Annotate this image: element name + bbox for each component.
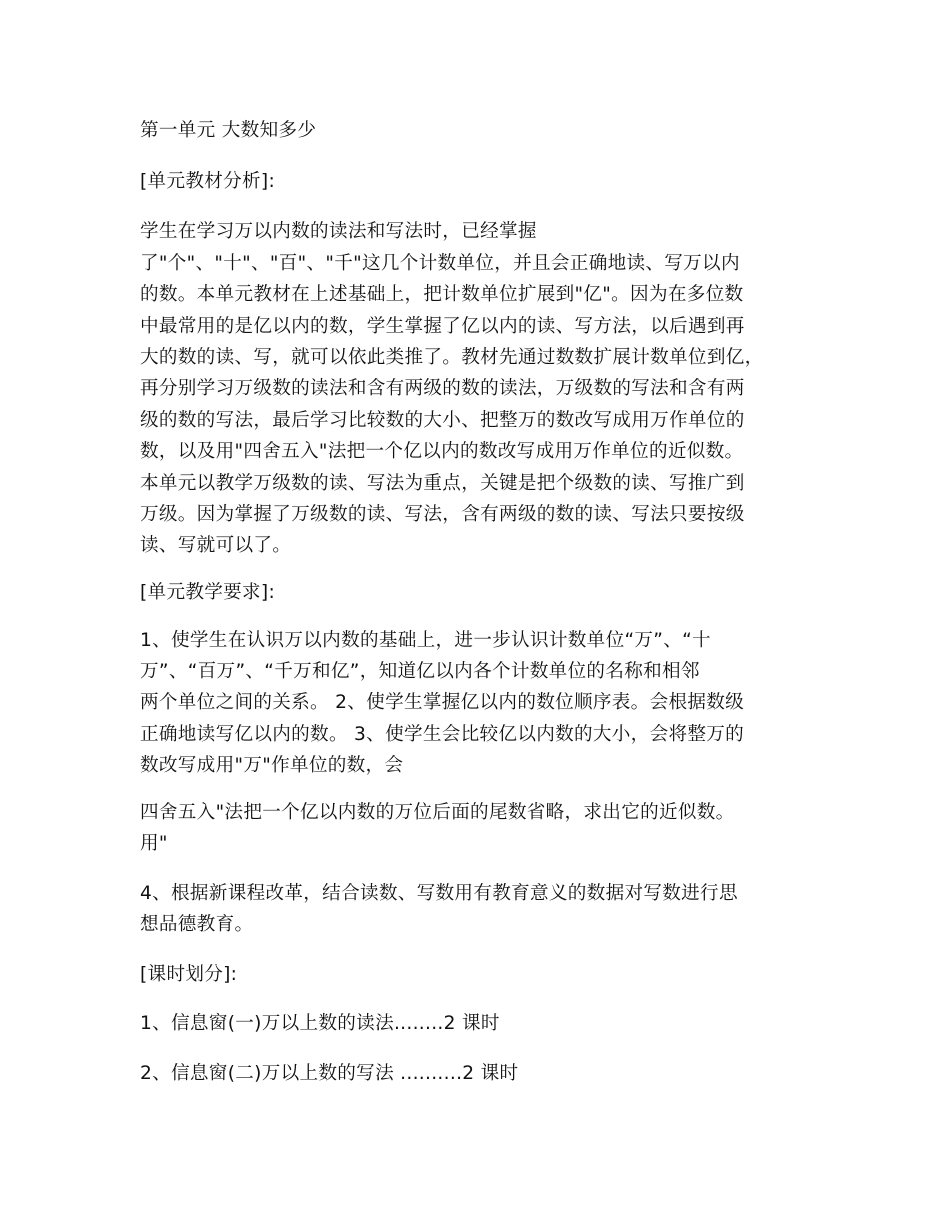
analysis-line: 了"个"、"十"、"百"、"千"这几个计数单位，并且会正确地读、写万以内 bbox=[140, 253, 740, 274]
analysis-line: 万级。因为掌握了万级数的读、写法，含有两级的数的读、写法只要按级 bbox=[140, 504, 745, 525]
requirements-heading: [单元教学要求]: bbox=[140, 582, 276, 603]
analysis-line: 级的数的写法，最后学习比较数的大小、把整万的数改写成用万作单位的 bbox=[140, 410, 745, 431]
analysis-line: 再分别学习万级数的读法和含有两级的数的读法，万级数的写法和含有两 bbox=[140, 378, 745, 399]
analysis-line: 中最常用的是亿以内的数，学生掌握了亿以内的读、写方法，以后遇到再 bbox=[140, 316, 745, 337]
requirements-line: 用" bbox=[140, 833, 168, 854]
analysis-heading: [单元教材分析]: bbox=[140, 171, 276, 192]
requirements-line: 万”、“百万”、“千万和亿”，知道亿以内各个计数单位的名称和相邻 bbox=[140, 661, 700, 682]
schedule-item: 1、信息窗(一)万以上数的读法........2 课时 bbox=[140, 1013, 500, 1034]
analysis-line: 本单元以教学万级数的读、写法为重点，关键是把个级数的读、写推广到 bbox=[140, 473, 745, 494]
requirements-line: 想品德教育。 bbox=[140, 914, 254, 935]
requirements-line: 四舍五入"法把一个亿以内数的万位后面的尾数省略，求出它的近似数。 bbox=[140, 802, 735, 823]
document-title: 第一单元 大数知多少 bbox=[140, 120, 317, 141]
analysis-line: 大的数的读、写，就可以依此类推了。教材先通过数数扩展计数单位到亿， bbox=[140, 347, 764, 368]
schedule-item: 2、信息窗(二)万以上数的写法 ..........2 课时 bbox=[140, 1063, 519, 1084]
requirements-line: 1、使学生在认识万以内数的基础上，进一步认识计数单位“万”、“十 bbox=[140, 630, 711, 651]
analysis-line: 数，以及用"四舍五入"法把一个亿以内的数改写成用万作单位的近似数。 bbox=[140, 441, 744, 462]
requirements-line: 正确地读写亿以内的数。 3、使学生会比较亿以内数的大小，会将整万的 bbox=[140, 724, 745, 745]
analysis-line: 学生在学习万以内数的读法和写法时，已经掌握 bbox=[140, 221, 537, 242]
analysis-line: 的数。本单元教材在上述基础上，把计数单位扩展到"亿"。因为在多位数 bbox=[140, 284, 744, 305]
schedule-heading: [课时划分]: bbox=[140, 964, 238, 985]
analysis-line: 读、写就可以了。 bbox=[140, 535, 292, 556]
requirements-line: 4、根据新课程改革，结合读数、写数用有教育意义的数据对写数进行思 bbox=[140, 883, 738, 904]
requirements-line: 数改写成用"万"作单位的数，会 bbox=[140, 755, 404, 776]
requirements-line: 两个单位之间的关系。 2、使学生掌握亿以内的数位顺序表。会根据数级 bbox=[140, 692, 745, 713]
